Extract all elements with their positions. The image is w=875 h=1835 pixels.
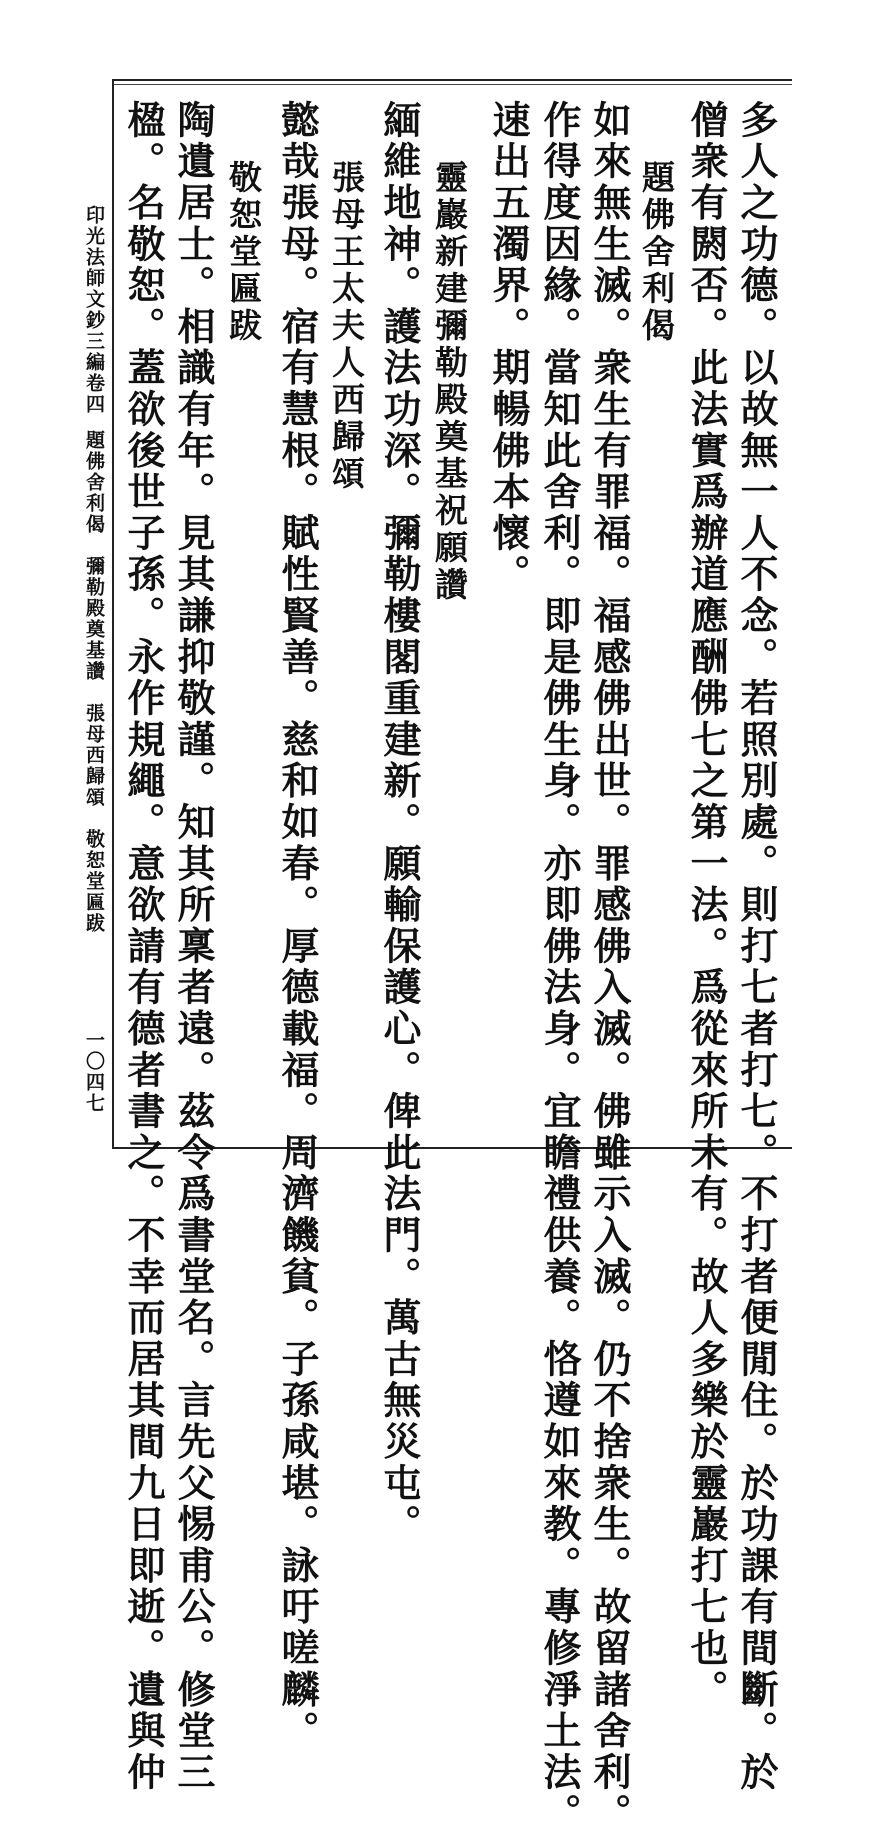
margin-page-number: 一〇四七 bbox=[83, 1030, 105, 1114]
margin-book-title: 印光法師文鈔三編卷四 bbox=[83, 205, 105, 415]
text-column-4: 如來無生滅。衆生有罪福。福感佛出世。罪感佛入滅。佛雖示入滅。仍不捨衆生。故留諸舍利。 bbox=[587, 100, 632, 1835]
text-column-8: 緬維地神。護法功深。彌勒樓閣重建新。願輸保護心。俾此法門。萬古無災屯。 bbox=[377, 100, 422, 1546]
heading-zhang-mother: 張母王太夫人西歸頌 bbox=[327, 160, 366, 493]
frame-left-rule bbox=[112, 80, 114, 1148]
text-column-2: 僧衆有閼否。此法實爲辦道應酬佛七之第一法。爲從來所未有。故人多樂於靈巖打七也。 bbox=[684, 100, 729, 1711]
text-column-12: 陶遺居士。相識有年。見其謙抑敬謹。知其所稟者遠。茲令爲書堂名。言先父惕甫公。修堂三 bbox=[171, 100, 216, 1794]
text-column-5: 作得度因緣。當知此舍利。即是佛生身。亦即佛法身。宜瞻禮供養。恪遵如來教。專修淨土法。 bbox=[537, 100, 582, 1835]
text-column-1: 多人之功德。以故無一人不念。若照別處。則打七者打七。不打者便閒住。於功課有間斷。於 bbox=[734, 100, 779, 1794]
frame-top-inner-rule bbox=[112, 84, 792, 85]
margin-section-titles: 題佛舍利偈 彌勒殿奠基讚 張母西歸頌 敬恕堂匾跋 bbox=[83, 430, 105, 934]
text-column-10: 懿哉張母。宿有慧根。賦性賢善。慈和如春。厚德載福。周濟饑貧。子孫咸堪。詠吁嗟麟。 bbox=[275, 100, 320, 1752]
heading-maitreya-hall: 靈巖新建彌勒殿奠基祝願讚 bbox=[430, 160, 469, 604]
heading-jingshu-hall: 敬恕堂匾跋 bbox=[224, 160, 263, 345]
text-column-13: 楹。名敬恕。蓋欲後世子孫。永作規繩。意欲請有德者書之。不幸而居其間九日即逝。遺與仲 bbox=[121, 100, 166, 1794]
text-column-6: 速出五濁界。期暢佛本懷。 bbox=[486, 100, 531, 596]
frame-top-rule bbox=[112, 79, 792, 81]
heading-relic-verse: 題佛舍利偈 bbox=[637, 160, 676, 345]
